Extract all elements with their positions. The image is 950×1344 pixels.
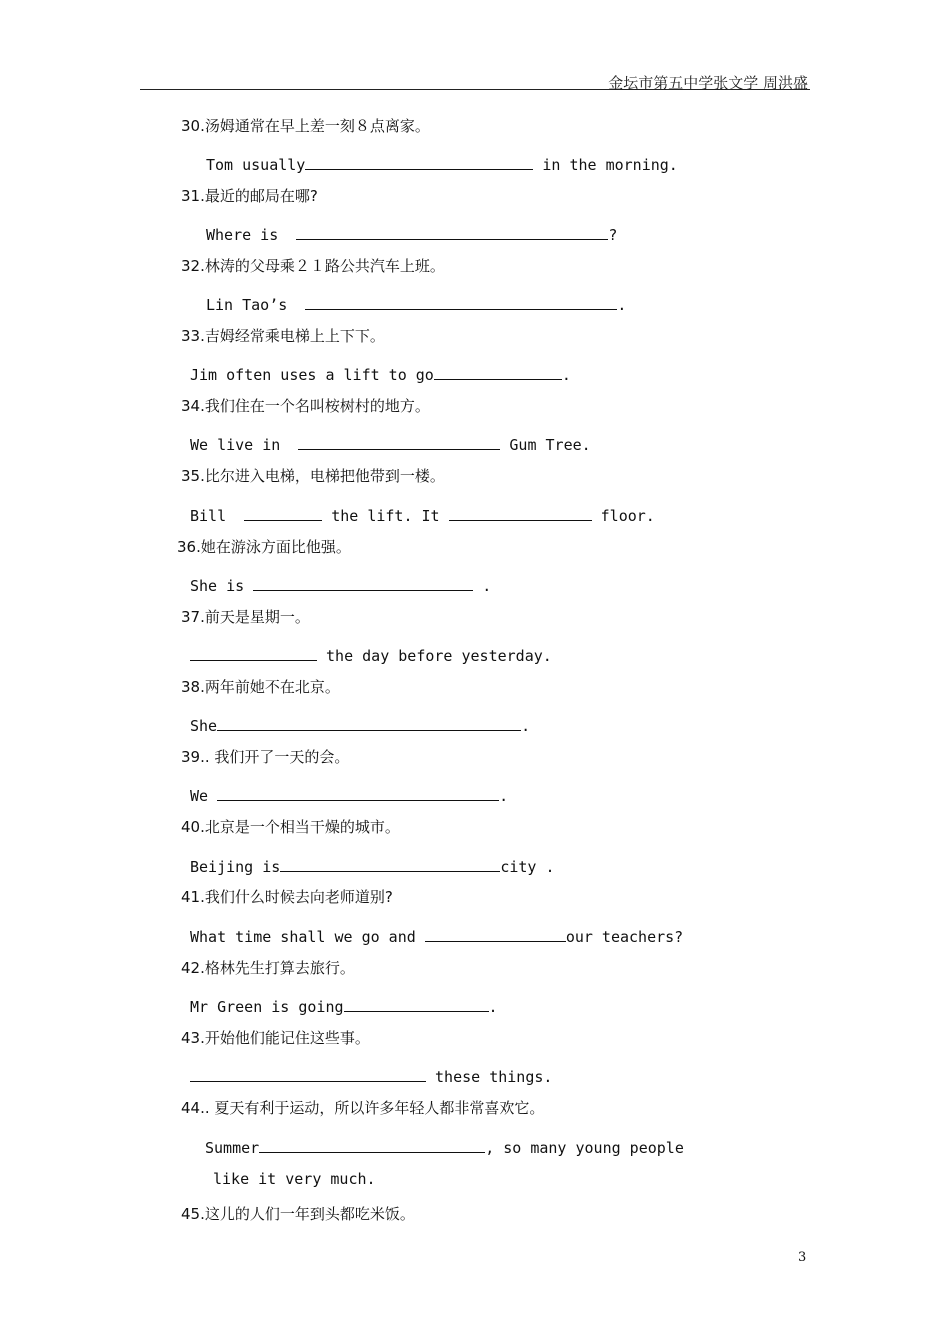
answer-text-40-post: city . bbox=[500, 858, 555, 876]
answer-blank-43[interactable] bbox=[190, 1063, 426, 1082]
answer-line-30 bbox=[206, 151, 678, 175]
answer-blank-41[interactable] bbox=[425, 923, 566, 942]
question-44: 44.. 夏天有利于运动，所以许多年轻人都非常喜欢它。 bbox=[181, 1099, 545, 1117]
answer-line-41 bbox=[190, 923, 683, 947]
question-35: 35.比尔进入电梯，电梯把他带到一楼。 bbox=[181, 467, 445, 485]
answer-blank-35b[interactable] bbox=[449, 502, 592, 521]
answer-text-35-post: floor. bbox=[591, 507, 655, 525]
answer-text-42-pre: Mr Green is going bbox=[190, 998, 344, 1016]
question-31: 31.最近的邮局在哪? bbox=[181, 187, 318, 205]
answer-line-40 bbox=[190, 853, 555, 877]
question-30: 30.汤姆通常在早上差一刻８点离家。 bbox=[181, 117, 430, 135]
answer-text-39-post: . bbox=[499, 787, 509, 805]
answer-line-36 bbox=[190, 572, 491, 596]
answer-continuation-44: like it very much. bbox=[213, 1170, 376, 1188]
answer-blank-37[interactable] bbox=[190, 642, 317, 661]
answer-text-44-post: , so many young people bbox=[485, 1139, 684, 1157]
answer-line-39 bbox=[190, 782, 508, 806]
answer-line-38 bbox=[190, 712, 530, 736]
answer-blank-32[interactable] bbox=[305, 291, 617, 310]
answer-text-39-pre: We bbox=[190, 787, 218, 805]
answer-text-30-pre: Tom usually bbox=[206, 156, 306, 174]
answer-text-38-post: . bbox=[521, 717, 531, 735]
answer-text-30-post: in the morning. bbox=[533, 156, 678, 174]
answer-text-40-pre: Beijing is bbox=[190, 858, 281, 876]
answer-blank-38[interactable] bbox=[217, 712, 521, 731]
question-42: 42.格林先生打算去旅行。 bbox=[181, 959, 355, 977]
answer-text-34-post: Gum Tree. bbox=[500, 436, 591, 454]
answer-blank-33[interactable] bbox=[434, 361, 562, 380]
question-43: 43.开始他们能记住这些事。 bbox=[181, 1029, 370, 1047]
answer-text-32-post: . bbox=[617, 296, 627, 314]
answer-blank-42[interactable] bbox=[344, 993, 489, 1012]
answer-blank-39[interactable] bbox=[217, 782, 499, 801]
answer-line-34 bbox=[190, 431, 591, 455]
question-41: 41.我们什么时候去向老师道别? bbox=[181, 888, 393, 906]
answer-blank-30[interactable] bbox=[305, 151, 533, 170]
question-36: 36.她在游泳方面比他强。 bbox=[177, 538, 351, 556]
answer-line-35 bbox=[190, 502, 655, 526]
answer-text-34-pre: We live in bbox=[190, 436, 299, 454]
answer-blank-44[interactable] bbox=[259, 1134, 485, 1153]
answer-text-32-pre: Lin Tao’s bbox=[206, 296, 306, 314]
answer-line-43 bbox=[190, 1063, 552, 1087]
page-header: 金坛市第五中学张文学 周洪盛 bbox=[608, 74, 808, 92]
answer-text-42-post: . bbox=[488, 998, 498, 1016]
answer-line-42 bbox=[190, 993, 498, 1017]
answer-blank-31[interactable] bbox=[296, 221, 608, 240]
answer-text-31-post: ? bbox=[608, 226, 618, 244]
answer-text-35-pre: Bill bbox=[190, 507, 245, 525]
answer-text-44-pre: Summer bbox=[205, 1139, 260, 1157]
question-37: 37.前天是星期一。 bbox=[181, 608, 310, 626]
answer-text-31-pre: Where is bbox=[206, 226, 297, 244]
question-40: 40.北京是一个相当干燥的城市。 bbox=[181, 818, 400, 836]
answer-text-33-pre: Jim often uses a lift to go bbox=[190, 366, 434, 384]
answer-text-36-post: . bbox=[473, 577, 492, 595]
answer-text-35-mid: the lift. It bbox=[322, 507, 449, 525]
answer-text-37-post: the day before yesterday. bbox=[317, 647, 552, 665]
answer-text-43-post: these things. bbox=[426, 1068, 553, 1086]
answer-line-44 bbox=[205, 1134, 684, 1158]
answer-line-32 bbox=[206, 291, 626, 315]
answer-line-33 bbox=[190, 361, 571, 385]
question-32: 32.林涛的父母乘２１路公共汽车上班。 bbox=[181, 257, 445, 275]
question-38: 38.两年前她不在北京。 bbox=[181, 678, 340, 696]
answer-text-36-pre: She is bbox=[190, 577, 254, 595]
question-33: 33.吉姆经常乘电梯上上下下。 bbox=[181, 327, 385, 345]
question-45: 45.这儿的人们一年到头都吃米饭。 bbox=[181, 1205, 415, 1223]
answer-text-41-pre: What time shall we go and bbox=[190, 928, 425, 946]
answer-line-31 bbox=[206, 221, 617, 245]
question-39: 39.. 我们开了一天的会。 bbox=[181, 748, 350, 766]
answer-line-37 bbox=[190, 642, 552, 666]
answer-blank-34[interactable] bbox=[298, 431, 500, 450]
header-rule bbox=[140, 89, 810, 90]
answer-text-38-pre: She bbox=[190, 717, 218, 735]
answer-blank-40[interactable] bbox=[280, 853, 500, 872]
answer-blank-36[interactable] bbox=[253, 572, 473, 591]
answer-text-33-post: . bbox=[561, 366, 571, 384]
answer-blank-35a[interactable] bbox=[244, 502, 322, 521]
question-34: 34.我们住在一个名叫桉树村的地方。 bbox=[181, 397, 430, 415]
page-number: 3 bbox=[798, 1250, 807, 1265]
answer-text-41-post: our teachers? bbox=[565, 928, 684, 946]
